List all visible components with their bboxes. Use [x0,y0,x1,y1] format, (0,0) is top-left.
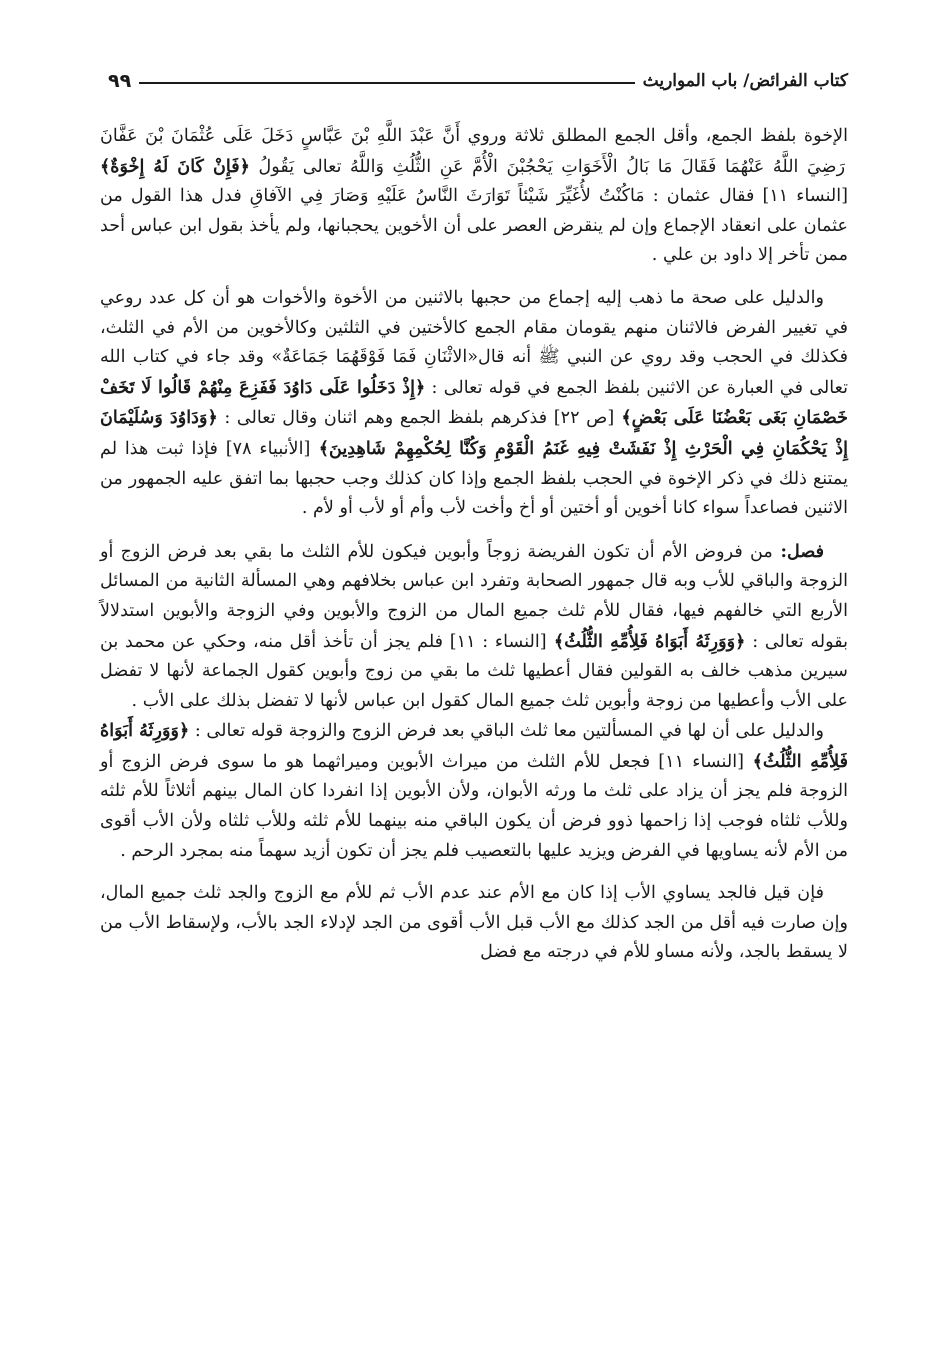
paragraph [100,537,848,717]
text-run: [ص ٢٢] فذكرهم بلفظ الجمع وهم اثنان وقال تعالى : [217,408,615,429]
text-run: [النساء ١١] فجعل للأم الثلث من ميراث الأبوين وميراثهما هو ما سوى فرض الزوج أو الزوجة فلم يجز أن يزاد على ثلث ما ورثه الأبوان، ولأن الأبوين إذا انفردا كان المال بينهم أثلاثاً للأم ثلثه وللأب ثلثاه فوجب إذا زاحمها ذوو فرض أن يكون الباقي منه بينهما للأم ثلثه وللأب ثلثاه ولأن الأب أقوى من الأم لأنه يساويها في الفرض ويزيد عليها بالتعصيب فلم يجز أن تكون أزيد سهماً منه بمجرد الرحم . [100,751,848,861]
text-run: والدليل على صحة ما ذهب إليه إجماع من حجبها بالاثنين من الأخوة والأخوات هو أن كل عدد روعي في تغيير الفرض فالاثنان منهم يقومان مقام الجمع كالأختين في الثلثين وكالأخوين من الأم في الثلث، فكذلك في الحجب وقد روي عن النبي ﷺ أنه قال«الاثْنَانِ فَمَا فَوْقَهُمَا جَمَاعَةٌ» وقد جاء في كتاب الله تعالى في العبارة عن الاثنين بلفظ الجمع في قوله تعالى : [100,287,849,398]
paragraph [100,716,848,866]
text-run: [النساء : ١١] فلم يجز أن تأخذ أقل منه، وحكي عن محمد بن سيرين مذهب خالف به القولين فقال أعطيها ثلث ما بقي من زوج وأبوين كقول الجماعة لأنها لا تفضل على الأب وأعطيها من زوجة وأبوين ثلث جميع المال كقول ابن عباس لأنها لا تفضل بذلك على الأب . [100,631,848,711]
quran-quote: ﴿وَوَرِثَهُ أَبَوَاهُ فَلِأُمِّهِ الثُّلُثُ﴾ [546,630,746,652]
quran-quote: ﴿وَدَاوُدَ وَسُلَيْمَانَ إِذْ يَحْكُمَانِ فِي الْحَرْثِ إِذْ نَفَشَتْ فِيهِ غَنَمُ الْقَوْمِ وَكُنَّا لِحُكْمِهِمْ شَاهِدِينَ﴾ [100,407,849,459]
chapter-title: كتاب الفرائض/ باب المواريث [642,71,848,91]
paragraph [100,284,848,524]
quran-quote: ﴿إِذْ دَخَلُوا عَلَى دَاوُدَ فَفَزِعَ مِنْهُمْ قَالُوا لَا تَخَفْ خَصْمَانِ بَغَى بَعْضُنَا عَلَى بَعْضٍ﴾ [100,376,848,429]
page-number: ٩٩ [108,70,132,92]
text-run: [النساء ١١] فقال عثمان : مَاكُنْتُ لأُغَيِّرَ شَيْئاً تَوَارَثَ النَّاسُ عَلَيْهِ وَصَارَ فِي الآفاقِ فدل هذا القول من عثمان على انعقاد الإجماع وإن لم ينقرض العصر على أن الأخوين يحجبانها، ولم يأخذ بقول ابن عباس أحد ممن تأخر إلا داود بن علي . [100,186,848,266]
text-run: والدليل على أن لها في المسألتين معا ثلث الباقي بعد فرض الزوج والزوجة قوله تعالى : [189,721,824,742]
paragraph [100,122,848,271]
text-run: [الأنبياء ٧٨] فإذا ثبت هذا لم يمتنع ذلك في ذكر الإخوة في الحجب بلفظ الجمع وإذا كان كذلك وجب حجبها بما اتفق عليه الجمهور من الاثنين فصاعداً سواء كانا أخوين أو أختين أو أخ وأخت لأب وأم أو لأب أو لأم . [100,438,848,519]
quran-quote: ﴿وَوَرِثَهُ أَبَوَاهُ فَلِأُمِّهِ الثُّلُثُ﴾ [100,720,849,772]
quran-quote: ﴿فَإِنْ كَانَ لَهُ إِخْوَةٌ﴾ [100,155,250,177]
text-run: فإن قيل فالجد يساوي الأب إذا كان مع الأم عند عدم الأب ثم للأم مع الزوج والجد ثلث جميع المال، وإن صارت فيه أقل من الجد كذلك مع الأب قبل الأب أقوى من الجد لإدلاء الجد بالأب، ولإسقاط الأب من لا يسقط بالجد، ولأنه مساو للأم في درجته مع فضل [100,883,848,963]
paragraph [100,879,848,968]
text-run: الإخوة بلفظ الجمع، وأقل الجمع المطلق ثلاثة وروي أَنَّ عَبْدَ اللَّهِ بْنَ عَبَّاسٍ دَخَلَ عَلَى عُثْمَانَ بْنَ عَفَّانَ رَضِيَ اللَّهُ عَنْهُمَا فَقَالَ مَا بَالُ الْأَخَوَاتِ يَحْجُبْنَ الْأُمَّ عَنِ الثُّلُثِ وَاللَّهُ تعالى يَقُولُ [100,126,848,177]
page-body [100,122,848,981]
header-rule [139,82,634,84]
section-label: فصل: [772,540,824,562]
running-header [108,66,848,96]
text-run: من فروض الأم أن تكون الفريضة زوجاً وأبوين فيكون للأم الثلث ما بقي بعد فرض الزوج أو الزوجة والباقي للأب وبه قال جمهور الصحابة وتفرد ابن عباس بخلافهم وهي المسألة الثانية من المسائل الأربع التي خالفهم فيها، فقال للأم ثلث جميع المال من الزوج والأبوين وفي الزوجة والأبوين استدلالاً بقوله تعالى : [100,541,848,652]
